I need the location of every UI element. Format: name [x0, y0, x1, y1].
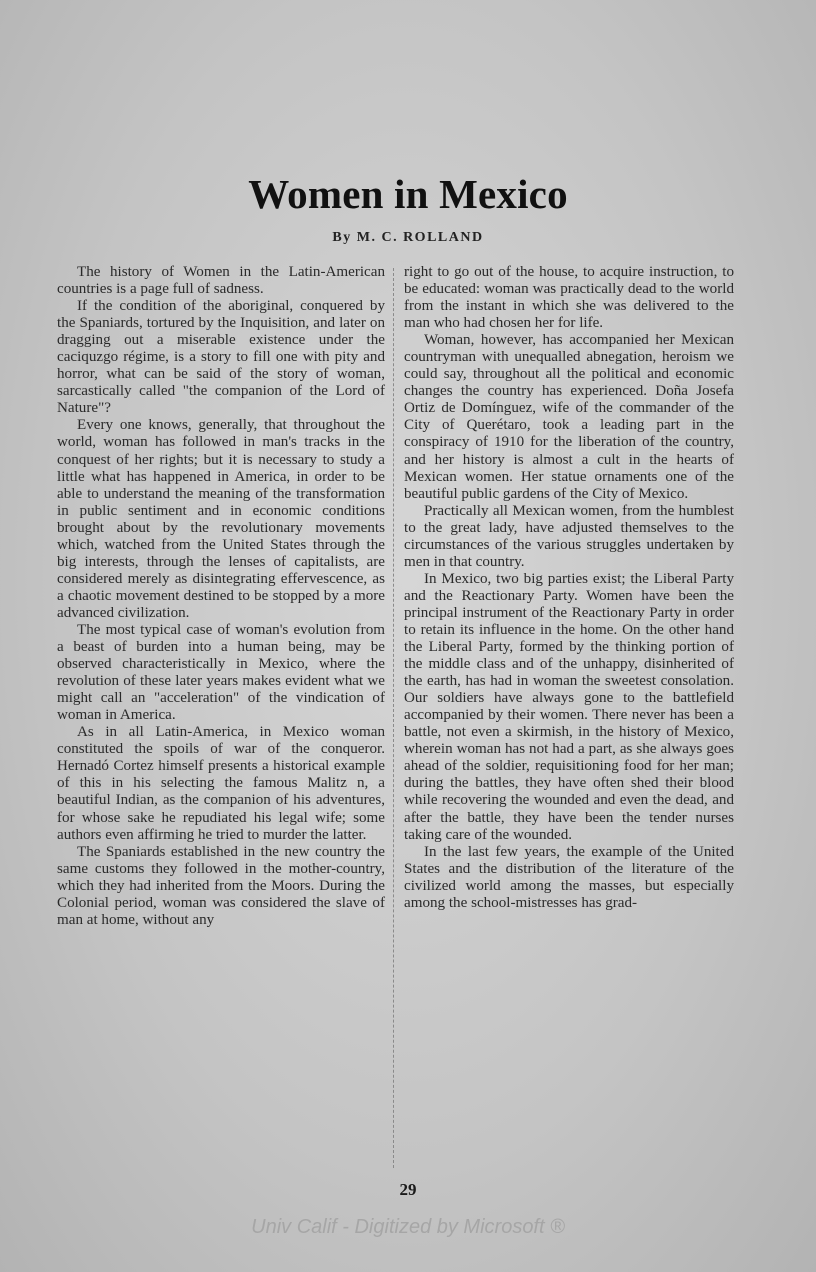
column-divider — [393, 268, 395, 1168]
right-column — [404, 264, 734, 912]
paragraph: The most typical case of woman's evolution from a beast of burden into a human being, may be observed characteristically in Mexico, where the revolution of these later years makes evident what we might call an "acceleration" of the vindication of woman in America. — [57, 621, 385, 724]
article-byline: By M. C. ROLLAND — [332, 230, 484, 245]
article-title: Women in Mexico — [248, 171, 568, 217]
paragraph: right to go out of the house, to acquire instruction, to be educated: woman was practically dead to the world from the instant in which she was delivered to the man who had chosen her for life. — [404, 264, 734, 332]
paragraph: The Spaniards established in the new country the same customs they followed in the mother-country, which they had inherited from the Moors. During the Colonial period, woman was considered the slave of man at home, without any — [57, 843, 385, 928]
page-number: 29 — [399, 1180, 417, 1199]
paragraph: Practically all Mexican women, from the humblest to the great lady, have adjusted themselves to the circumstances of the various struggles undertaken by men in that country. — [404, 502, 734, 570]
paragraph: Woman, however, has accompanied her Mexican countryman with unequalled abnegation, heroism we could say, throughout all the political and economic changes the country has experienced. Doña Josefa Ortiz de Domínguez, wife of the commander of the City of Querétaro, took a leading part in the conspiracy of 1910 for the liberation of the country, and her history is almost a cult in the hearts of Mexican women. Her statue ornaments one of the beautiful public gardens of the City of Mexico. — [404, 332, 734, 502]
left-column — [57, 264, 385, 929]
paragraph: In the last few years, the example of the United States and the distribution of the literature of the civilized world among the masses, but especially among the school-mistresses has grad- — [404, 843, 734, 911]
paragraph: Every one knows, generally, that throughout the world, woman has followed in man's tracks in the conquest of her rights; but it is necessary to study a little what has happened in America, in order to be able to understand the meaning of the transformation in public sentiment and in economic conditions brought about by the revolutionary movements which, watched from the United States through the big interests, through the lenses of capitalists, are considered merely as disintegrating effervescence, as a chaotic movement destined to be stopped by a more advanced civilization. — [57, 417, 385, 621]
paragraph: If the condition of the aboriginal, conquered by the Spaniards, tortured by the Inquisition, and later on dragging out a miserable existence under the caciquzgo régime, is a story to fill one with pity and horror, what can be said of the story of woman, sarcastically called "the companion of the Lord of Nature"? — [57, 298, 385, 417]
digitization-watermark: Univ Calif - Digitized by Microsoft ® — [251, 1216, 565, 1238]
paragraph: As in all Latin-America, in Mexico woman constituted the spoils of war of the conqueror. Hernadó Cortez himself presents a historical example of this in his selecting the famous Malitz n, a beautiful Indian, as the companion of his adventures, for whose sake he repudiated his legal wife; some authors even affirming he tried to murder the latter. — [57, 724, 385, 843]
paragraph: In Mexico, two big parties exist; the Liberal Party and the Reactionary Party. Women have been the principal instrument of the Reactionary Party in order to retain its influence in the home. On the other hand the Liberal Party, formed by the thinking portion of the middle class and of the unhappy, disinherited of the earth, has had in woman the sweetest consolation. Our soldiers have always gone to the battlefield accompanied by their women. There never has been a battle, not even a skirmish, in the history of Mexico, wherein woman has not had a part, as she always goes ahead of the soldier, requisitioning food for her man; during the battles, they have often shed their blood while recovering the wounded and even the dead, and after the battle, they have been the tender nurses taking care of the wounded. — [404, 570, 734, 843]
paragraph: The history of Women in the Latin-American countries is a page full of sadness. — [57, 264, 385, 298]
